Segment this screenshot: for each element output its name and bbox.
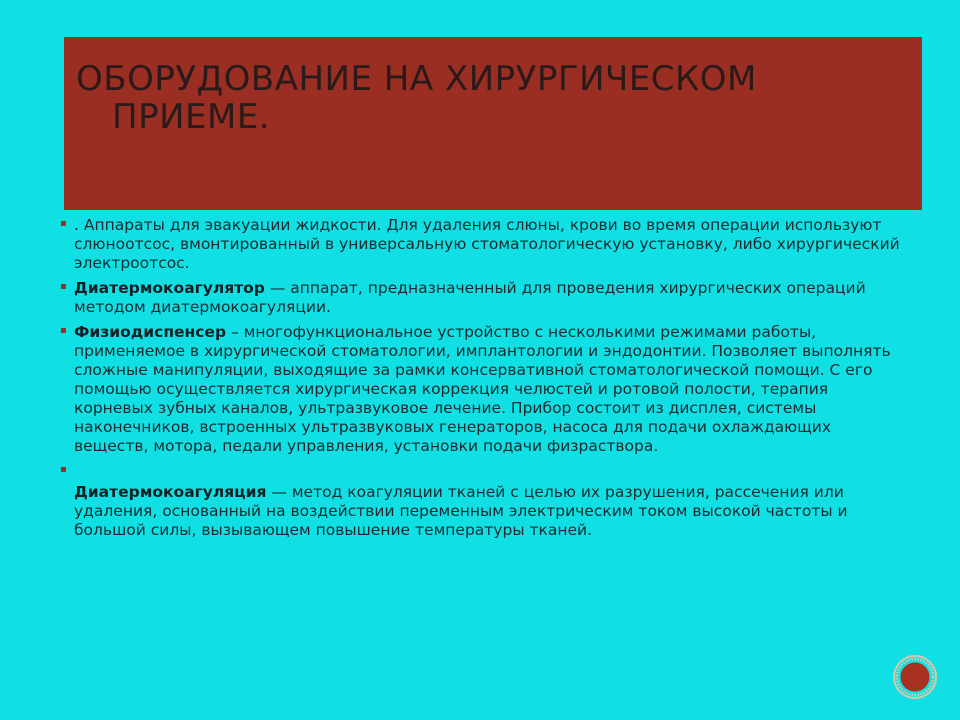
bullet-marker: ▪ [60, 464, 67, 475]
bullet-text: — метод коагуляции тканей с целью их разрушения, рассечения или удаления, основанный на воздействии переменным электрическим током высокой частоты и большой силы, вызывающем повышение температуры тканей. [74, 483, 848, 539]
bullet-marker: ▪ [60, 218, 67, 229]
bullet-item [60, 323, 910, 456]
ornamental-circle-badge-icon [893, 655, 937, 699]
bullet-term: Диатермокоагулятор [74, 279, 265, 297]
bullet-item [60, 462, 910, 481]
slide-title-line-2: ПРИЕМЕ. [112, 97, 271, 137]
bullet-text: — аппарат, предназначенный для проведения хирургических операций методом диатермокоагуляции. [74, 279, 866, 316]
badge-inner-disc [901, 663, 930, 692]
bullet-item [60, 216, 910, 273]
bullet-text: – многофункциональное устройство с несколькими режимами работы, применяемое в хирургической стоматологии, имплантологии и эндодонтии. Позволяет выполнять сложные манипуляции, выходящие за рамки консервативной стоматологической помощи. С его помощью осуществляется хирургическая коррекция челюстей и ротовой полости, терапия корневых зубных каналов, ультразвуковое лечение. Прибор состоит из дисплея, системы наконечников, встроенных ультразвуковых генераторов, насоса для подачи охлаждающих веществ, мотора, педали управления, установки подачи физраствора. [74, 323, 891, 455]
content-body [60, 216, 910, 546]
slide-title [76, 60, 896, 136]
slide-title-line-1: ОБОРУДОВАНИЕ НА ХИРУРГИЧЕСКОМ [76, 59, 757, 99]
bullet-item [60, 279, 910, 317]
bullet-term: Физиодиспенсер [74, 323, 227, 341]
bullet-term: Диатермокоагуляция [74, 483, 267, 501]
bullet-marker: ▪ [60, 325, 67, 336]
bullet-item [60, 483, 910, 540]
bullet-marker: ▪ [60, 281, 67, 292]
bullet-text: . Аппараты для эвакуации жидкости. Для удаления слюны, крови во время операции используют слюноотсос, вмонтированный в универсальную стоматологическую установку, либо хирургический электроотсос. [74, 216, 900, 272]
